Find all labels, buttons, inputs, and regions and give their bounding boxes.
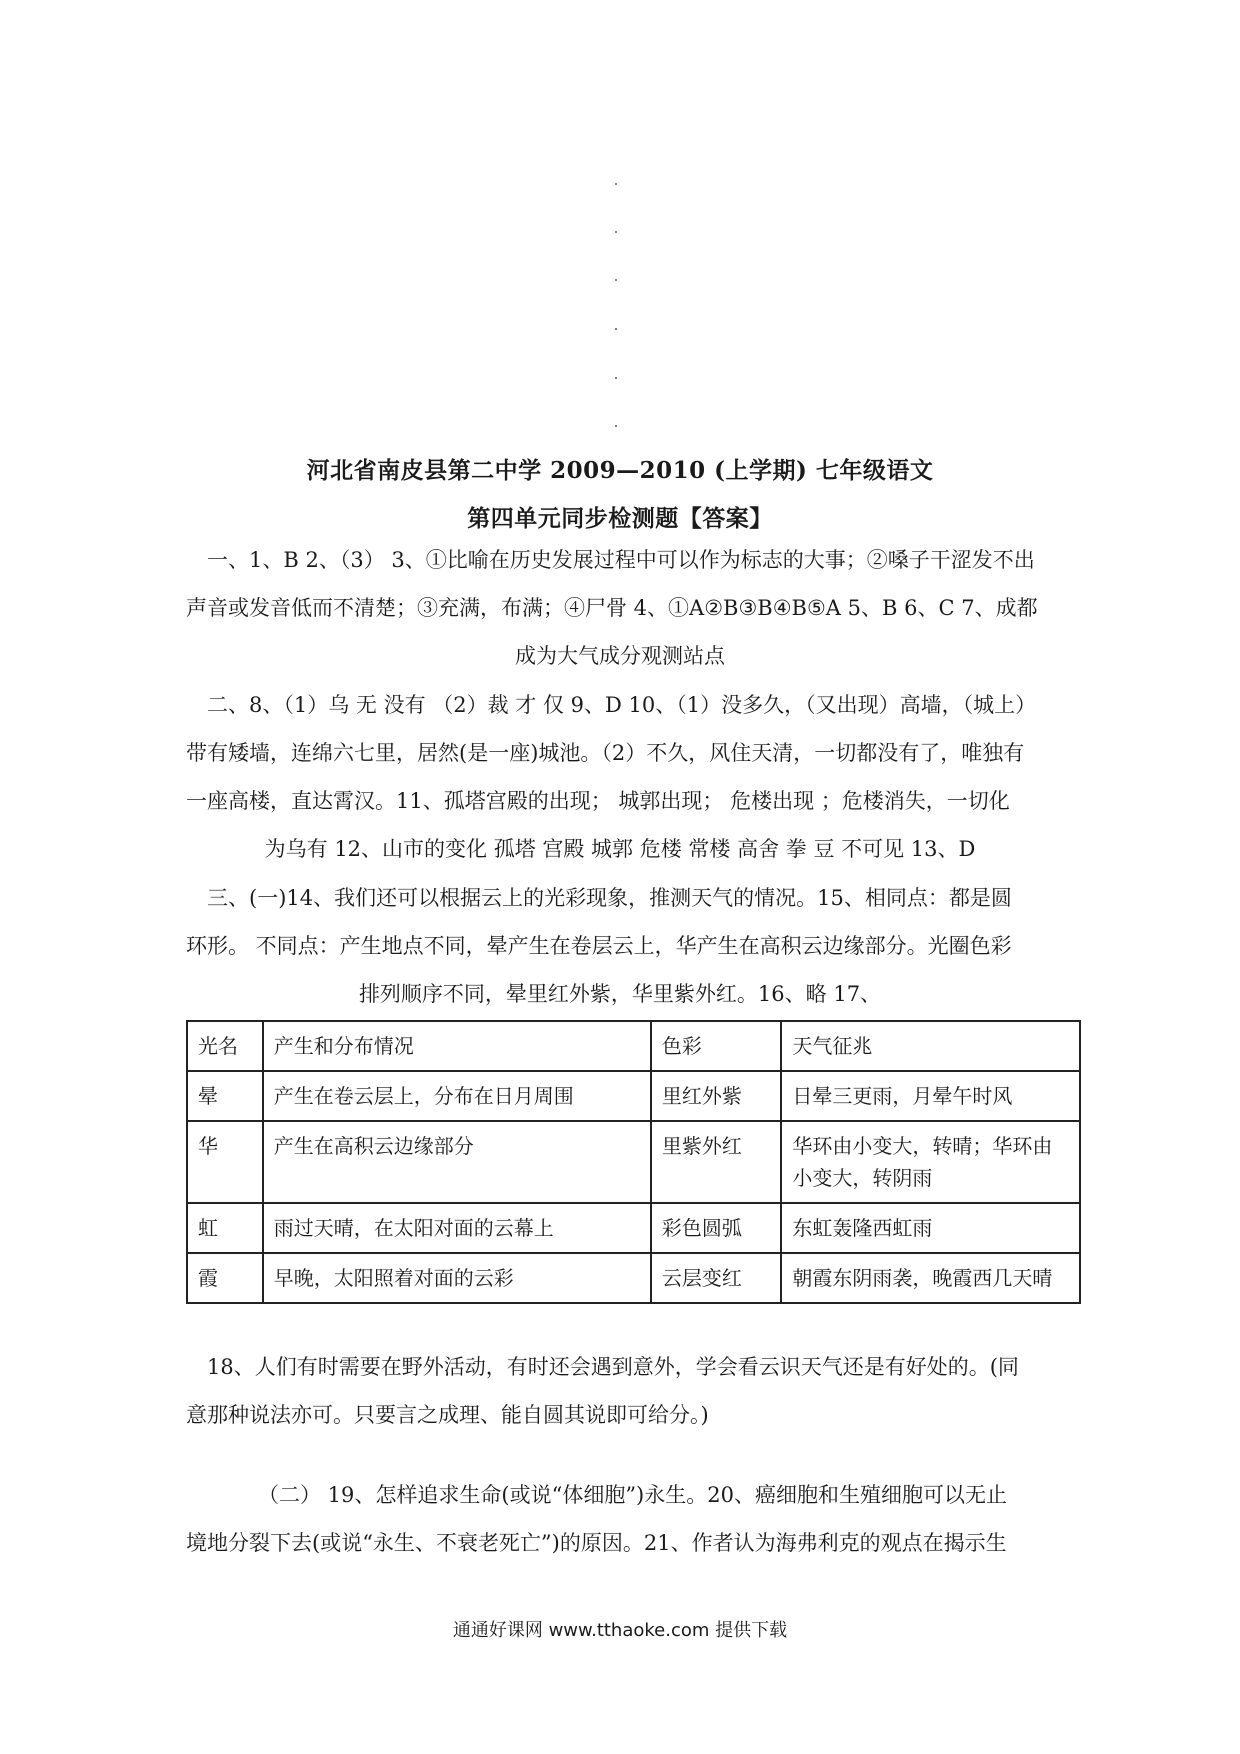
section1-line3: 成为大气成分观测站点 [515,644,725,668]
table-cell: 里紫外红 [651,1121,781,1203]
table-cell: 霞 [187,1253,263,1303]
section3-line2: 环形。 不同点：产生地点不同，晕产生在卷层云上，华产生在高积云边缘部分。光圈色彩 [186,934,1012,958]
answer-table [186,1020,1081,1304]
table-cell: 晕 [187,1071,263,1121]
decorative-dot [615,425,617,427]
decorative-dot [615,328,617,330]
section2-line4: 为乌有 12、山市的变化 孤塔 宫殿 城郭 危楼 常楼 高舍 拳 豆 不可见 13、D [264,837,976,861]
page-footer: 通通好课网 www.tthaoke.com 提供下载 [452,1620,788,1641]
section3-line1: 三、(一)14、我们还可以根据云上的光彩现象，推测天气的情况。15、相同点：都是圆 [207,886,1012,910]
decorative-dot [615,377,617,379]
table-cell: 产生在高积云边缘部分 [263,1121,651,1203]
table-header-cell: 色彩 [651,1021,781,1071]
table-row [187,1121,1080,1203]
table-cell: 虹 [187,1203,263,1253]
table-row [187,1203,1080,1253]
table-cell: 早晚，太阳照着对面的云彩 [263,1253,651,1303]
table-header-cell: 天气征兆 [781,1021,1080,1071]
table-cell: 云层变红 [651,1253,781,1303]
section1-line1: 一、1、B 2、（3） 3、①比喻在历史发展过程中可以作为标志的大事；②嗓子干涩发不出 [207,548,1035,572]
section2-line2: 带有矮墙，连绵六七里，居然(是一座)城池。（2）不久，风住天清，一切都没有了，唯独有 [186,741,1025,765]
table-row [187,1071,1080,1121]
page-subtitle: 第四单元同步检测题【答案】 [467,505,773,532]
table-row [187,1253,1080,1303]
table-cell: 日晕三更雨，月晕午时风 [781,1071,1080,1121]
table-cell: 华 [187,1121,263,1203]
q18-line1: 18、人们有时需要在野外活动，有时还会遇到意外，学会看云识天气还是有好处的。(同 [207,1355,1019,1379]
section2-line1: 二、8、（1）乌 无 没有 （2）裁 才 仅 9、D 10、（1）没多久，（又出现）高墙，（城上） [207,693,1037,717]
table-cell: 产生在卷云层上，分布在日月周围 [263,1071,651,1121]
decorative-dot [615,279,617,281]
section2-line3: 一座高楼，直达霄汉。11、孤塔宫殿的出现； 城郭出现； 危楼出现 ；危楼消失，一切化 [186,789,1010,813]
table-header-cell: 光名 [187,1021,263,1071]
section3-line3: 排列顺序不同，晕里红外紫，华里紫外红。16、略 17、 [358,982,882,1006]
table-cell: 里红外紫 [651,1071,781,1121]
table-cell: 朝霞东阴雨袭，晚霞西几天晴 [781,1253,1080,1303]
table-cell: 东虹轰隆西虹雨 [781,1203,1080,1253]
decorative-dot [615,231,617,233]
page-title: 河北省南皮县第二中学 2009—2010 (上学期) 七年级语文 [306,457,934,484]
table-cell: 彩色圆弧 [651,1203,781,1253]
part2-line1: （二） 19、怎样追求生命(或说“体细胞”)永生。20、癌细胞和生殖细胞可以无止 [258,1483,1007,1507]
table-cell: 华环由小变大，转晴；华环由小变大，转阴雨 [781,1121,1080,1203]
table-header-cell: 产生和分布情况 [263,1021,651,1071]
table-cell: 雨过天晴，在太阳对面的云幕上 [263,1203,651,1253]
q18-line2: 意那种说法亦可。只要言之成理、能自圆其说即可给分。) [186,1403,709,1427]
part2-line2: 境地分裂下去(或说“永生、不衰老死亡”)的原因。21、作者认为海弗利克的观点在揭示生 [186,1531,1007,1555]
table-header-row [187,1021,1080,1071]
section1-line2: 声音或发音低而不清楚；③充满，布满；④尸骨 4、①A②B③B④B⑤A 5、B 6、C 7、成都 [186,596,1038,620]
decorative-dot [615,183,617,185]
